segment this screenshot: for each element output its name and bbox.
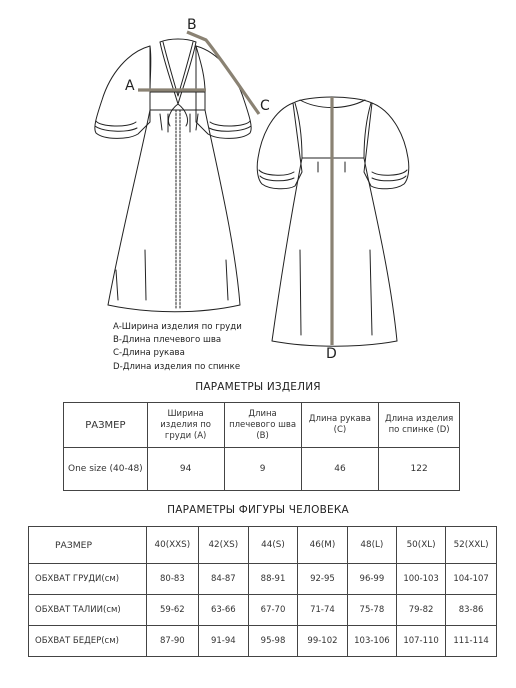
table-cell: 71-74 [298,595,348,626]
table-header-row [64,403,460,448]
table-cell: 9 [224,448,301,491]
legend-item: C-Длина рукава [113,348,185,359]
front-view-drawing [95,39,251,312]
table-cell: 100-103 [397,564,446,595]
table-row [29,564,497,595]
table-header-cell: Длина изделия по спинке (D) [379,403,460,448]
table-cell: 63-66 [198,595,248,626]
table-header-cell: 48(L) [347,527,396,564]
table-cell: 92-95 [298,564,348,595]
table-cell: 46 [301,448,379,491]
table-header-cell: 50(XL) [397,527,446,564]
table-cell: 88-91 [248,564,297,595]
table-cell: 84-87 [198,564,248,595]
table-row [29,626,497,657]
marker-c: C [260,98,270,114]
table-cell: 95-98 [248,626,297,657]
body-params-table [28,526,497,657]
table-cell: 107-110 [397,626,446,657]
table-row-label: ОБХВАТ ТАЛИИ(см) [29,595,147,626]
table-header-cell: РАЗМЕР [64,403,148,448]
table-cell: 80-83 [146,564,198,595]
table-header-cell: РАЗМЕР [29,527,147,564]
table-cell: 67-70 [248,595,297,626]
marker-d: D [326,346,337,362]
body-params-title: ПАРАМЕТРЫ ФИГУРЫ ЧЕЛОВЕКА [167,504,349,516]
table-header-row [29,527,497,564]
table-cell: 59-62 [146,595,198,626]
table-cell: 111-114 [446,626,497,657]
table-header-cell: Длина плечевого шва (B) [224,403,301,448]
table-cell: 91-94 [198,626,248,657]
table-cell: 83-86 [446,595,497,626]
measure-line-b-c [187,32,259,114]
table-header-cell: 40(XXS) [146,527,198,564]
table-row [64,448,460,491]
table-cell: 122 [379,448,460,491]
table-header-cell: 44(S) [248,527,297,564]
legend-item: B-Длина плечевого шва [113,335,222,346]
table-header-cell: 52(XXL) [446,527,497,564]
table-cell: 94 [147,448,224,491]
table-cell: 75-78 [347,595,396,626]
table-cell: 103-106 [347,626,396,657]
table-cell: 87-90 [146,626,198,657]
marker-a: A [125,78,135,94]
table-cell: 99-102 [298,626,348,657]
table-cell: 79-82 [397,595,446,626]
table-cell: 104-107 [446,564,497,595]
table-cell: 96-99 [347,564,396,595]
table-row-label: ОБХВАТ БЕДЕР(см) [29,626,147,657]
table-header-cell: Длина рукава (C) [301,403,379,448]
legend-item: A-Ширина изделия по груди [113,322,242,332]
table-row [29,595,497,626]
table-cell: One size (40-48) [64,448,148,491]
legend-item: D-Длина изделия по спинке [113,361,241,372]
marker-b: B [187,17,197,33]
product-params-title: ПАРАМЕТРЫ ИЗДЕЛИЯ [195,381,321,393]
table-row-label: ОБХВАТ ГРУДИ(см) [29,564,147,595]
table-header-cell: 42(XS) [198,527,248,564]
product-params-table [63,402,460,491]
table-header-cell: Ширина изделия по груди (A) [147,403,224,448]
measurement-legend [113,321,242,374]
table-header-cell: 46(M) [298,527,348,564]
